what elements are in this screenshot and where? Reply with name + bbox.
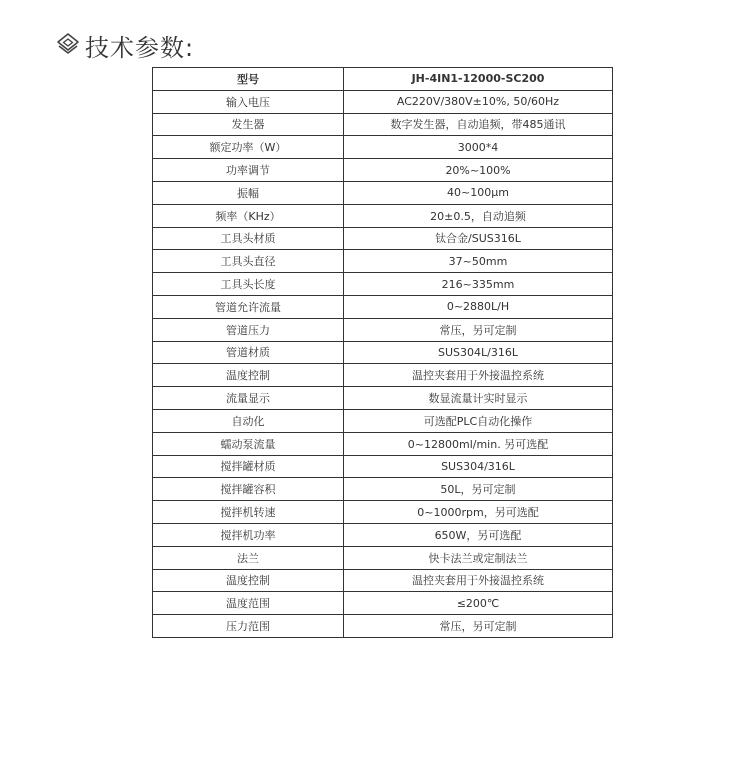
spec-table-body (153, 90, 613, 637)
row-label-cell: 工具头长度 (153, 273, 344, 296)
row-label-cell: 法兰 (153, 546, 344, 569)
table-row (153, 501, 613, 524)
table-row (153, 569, 613, 592)
row-label-cell: 自动化 (153, 409, 344, 432)
row-value-cell: 快卡法兰或定制法兰 (344, 546, 613, 569)
row-label-cell: 蠕动泵流量 (153, 432, 344, 455)
row-label-cell: 压力范围 (153, 615, 344, 638)
row-value-cell: 数显流量计实时显示 (344, 387, 613, 410)
row-label-cell: 流量显示 (153, 387, 344, 410)
row-label-cell: 管道材质 (153, 341, 344, 364)
table-row (153, 113, 613, 136)
table-row (153, 387, 613, 410)
table-row (153, 159, 613, 182)
table-row (153, 364, 613, 387)
table-row (153, 341, 613, 364)
table-row (153, 90, 613, 113)
row-value-cell: 温控夹套用于外接温控系统 (344, 569, 613, 592)
row-value-cell: 数字发生器，自动追频，带485通讯 (344, 113, 613, 136)
layered-diamond-icon (55, 32, 81, 58)
row-label-cell: 搅拌罐容积 (153, 478, 344, 501)
row-value-cell: 0~2880L/H (344, 295, 613, 318)
table-row (153, 295, 613, 318)
table-row (153, 318, 613, 341)
table-row (153, 523, 613, 546)
table-row (153, 592, 613, 615)
row-value-cell: 钛合金/SUS316L (344, 227, 613, 250)
row-label-cell: 温度范围 (153, 592, 344, 615)
section-heading (55, 28, 194, 62)
table-row (153, 409, 613, 432)
table-row (153, 273, 613, 296)
row-label-cell: 功率调节 (153, 159, 344, 182)
table-row (153, 136, 613, 159)
row-value-cell: AC220V/380V±10%, 50/60Hz (344, 90, 613, 113)
row-label-cell: 工具头材质 (153, 227, 344, 250)
table-row (153, 546, 613, 569)
row-value-cell: 温控夹套用于外接温控系统 (344, 364, 613, 387)
row-value-cell: 3000*4 (344, 136, 613, 159)
table-row (153, 455, 613, 478)
table-row (153, 478, 613, 501)
row-value-cell: 常压，另可定制 (344, 318, 613, 341)
row-value-cell: 650W，另可选配 (344, 523, 613, 546)
row-value-cell: ≤200℃ (344, 592, 613, 615)
header-label-cell: 型号 (153, 68, 344, 91)
header-value-cell: JH-4IN1-12000-SC200 (344, 68, 613, 91)
table-row (153, 250, 613, 273)
table-row (153, 432, 613, 455)
row-value-cell: SUS304L/316L (344, 341, 613, 364)
row-label-cell: 输入电压 (153, 90, 344, 113)
row-label-cell: 频率（KHz） (153, 204, 344, 227)
row-label-cell: 管道压力 (153, 318, 344, 341)
row-value-cell: 40~100μm (344, 181, 613, 204)
row-value-cell: 50L，另可定制 (344, 478, 613, 501)
table-row (153, 204, 613, 227)
row-value-cell: 20%~100% (344, 159, 613, 182)
row-label-cell: 管道允许流量 (153, 295, 344, 318)
row-label-cell: 搅拌机功率 (153, 523, 344, 546)
row-label-cell: 振幅 (153, 181, 344, 204)
row-label-cell: 额定功率（W） (153, 136, 344, 159)
table-header-row (153, 68, 613, 91)
spec-table (152, 67, 613, 638)
section-title: 技术参数: (85, 33, 195, 62)
row-value-cell: 0~1000rpm，另可选配 (344, 501, 613, 524)
row-label-cell: 发生器 (153, 113, 344, 136)
row-value-cell: 常压，另可定制 (344, 615, 613, 638)
row-value-cell: 可选配PLC自动化操作 (344, 409, 613, 432)
table-row (153, 227, 613, 250)
row-value-cell: SUS304/316L (344, 455, 613, 478)
table-row (153, 615, 613, 638)
row-label-cell: 搅拌罐材质 (153, 455, 344, 478)
row-value-cell: 20±0.5，自动追频 (344, 204, 613, 227)
row-label-cell: 搅拌机转速 (153, 501, 344, 524)
table-row (153, 181, 613, 204)
row-value-cell: 216~335mm (344, 273, 613, 296)
row-label-cell: 温度控制 (153, 569, 344, 592)
row-label-cell: 工具头直径 (153, 250, 344, 273)
row-value-cell: 37~50mm (344, 250, 613, 273)
row-value-cell: 0~12800ml/min. 另可选配 (344, 432, 613, 455)
row-label-cell: 温度控制 (153, 364, 344, 387)
